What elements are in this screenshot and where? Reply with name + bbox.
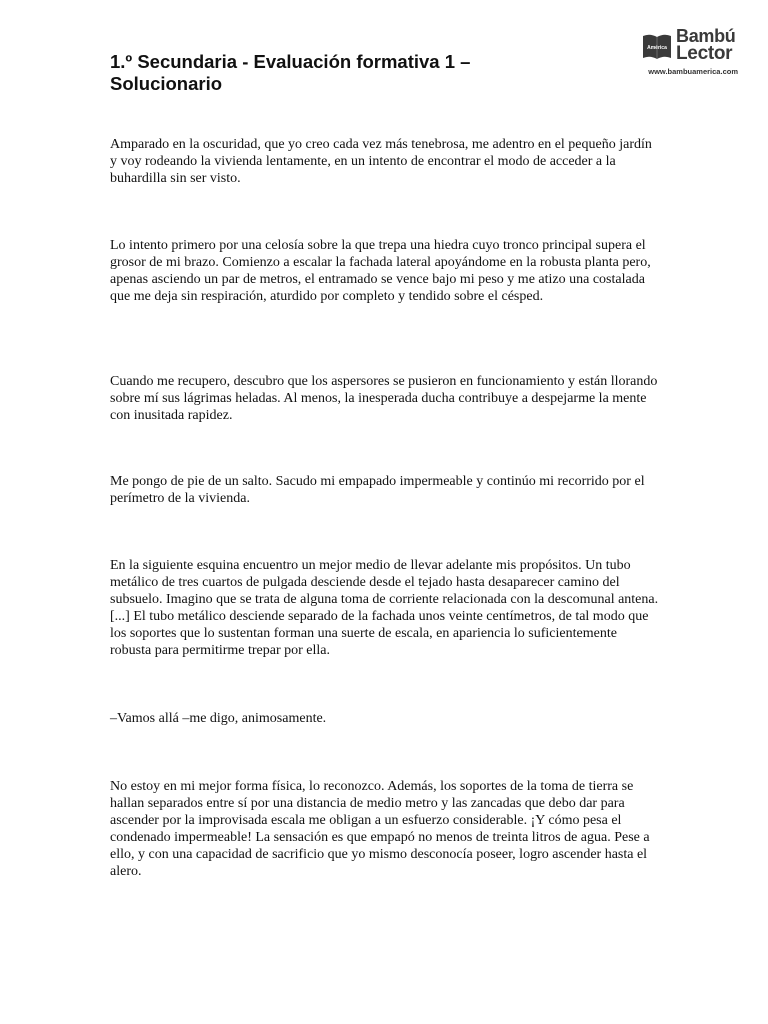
logo-url: www.bambuamerica.com bbox=[648, 67, 738, 76]
bambu-lector-logo bbox=[642, 26, 742, 77]
paragraph-7: No estoy en mi mejor forma física, lo reconozco. Además, los soportes de la toma de tierra se hallan separados entre sí por una distancia de medio metro y las zancadas que debo dar para ascender por la improvisada escala me obligan a un esfuerzo considerable. ¡Y cómo pesa el condenado impermeable! La sensación es que empapó no menos de treinta litros de agua. Pese a ello, y con una capacidad de sacrificio que yo mismo desconocía poseer, logro ascender hasta el alero. bbox=[110, 779, 650, 879]
paragraph-1: Amparado en la oscuridad, que yo creo cada vez más tenebrosa, me adentro en el pequeño jardín y voy rodeando la vivienda lentamente, en un intento de encontrar el modo de acceder a la buhardilla sin ser visto. bbox=[110, 137, 652, 186]
paragraph-3: Cuando me recupero, descubro que los aspersores se pusieron en funcionamiento y están llorando sobre mí sus lágrimas heladas. Al menos, la inesperada ducha contribuye a despejarme la mente con inusitada rapidez. bbox=[110, 374, 658, 423]
page-title: 1.º Secundaria - Evaluación formativa 1 – Solucionario bbox=[110, 51, 471, 94]
paragraph-6: –Vamos allá –me digo, animosamente. bbox=[110, 711, 327, 726]
book-logo-icon bbox=[642, 32, 672, 60]
paragraph-2: Lo intento primero por una celosía sobre la que trepa una hiedra cuyo tronco principal supera el grosor de mi brazo. Comienzo a escalar la fachada lateral apoyándome en la robusta planta pero, apenas asciendo un par de metros, el entramado se vence bajo mi peso y me atizo una costalada que me deja sin respiración, aturdido por completo y tendido sobre el césped. bbox=[110, 238, 651, 304]
logo-word-bambu: Bambú bbox=[676, 26, 736, 46]
paragraph-4: Me pongo de pie de un salto. Sacudo mi empapado impermeable y continúo mi recorrido por el perímetro de la vivienda. bbox=[110, 474, 645, 506]
paragraph-5: En la siguiente esquina encuentro un mejor medio de llevar adelante mis propósitos. Un tubo metálico de tres cuartos de pulgada desciende desde el tejado hasta desaparecer camino del subsuelo. Imagino que se trata de alguna toma de corriente relacionada con la descomunal antena. [...] El tubo metálico desciende separado de la fachada unos veinte centímetros, de tal modo que los soportes que lo sustentan forman una suerte de escala, en apariencia lo suficientemente robusta para permitirme trepar por ella. bbox=[110, 558, 659, 658]
logo-badge-text: América bbox=[647, 45, 667, 51]
logo-word-lector: Lector bbox=[676, 43, 733, 64]
